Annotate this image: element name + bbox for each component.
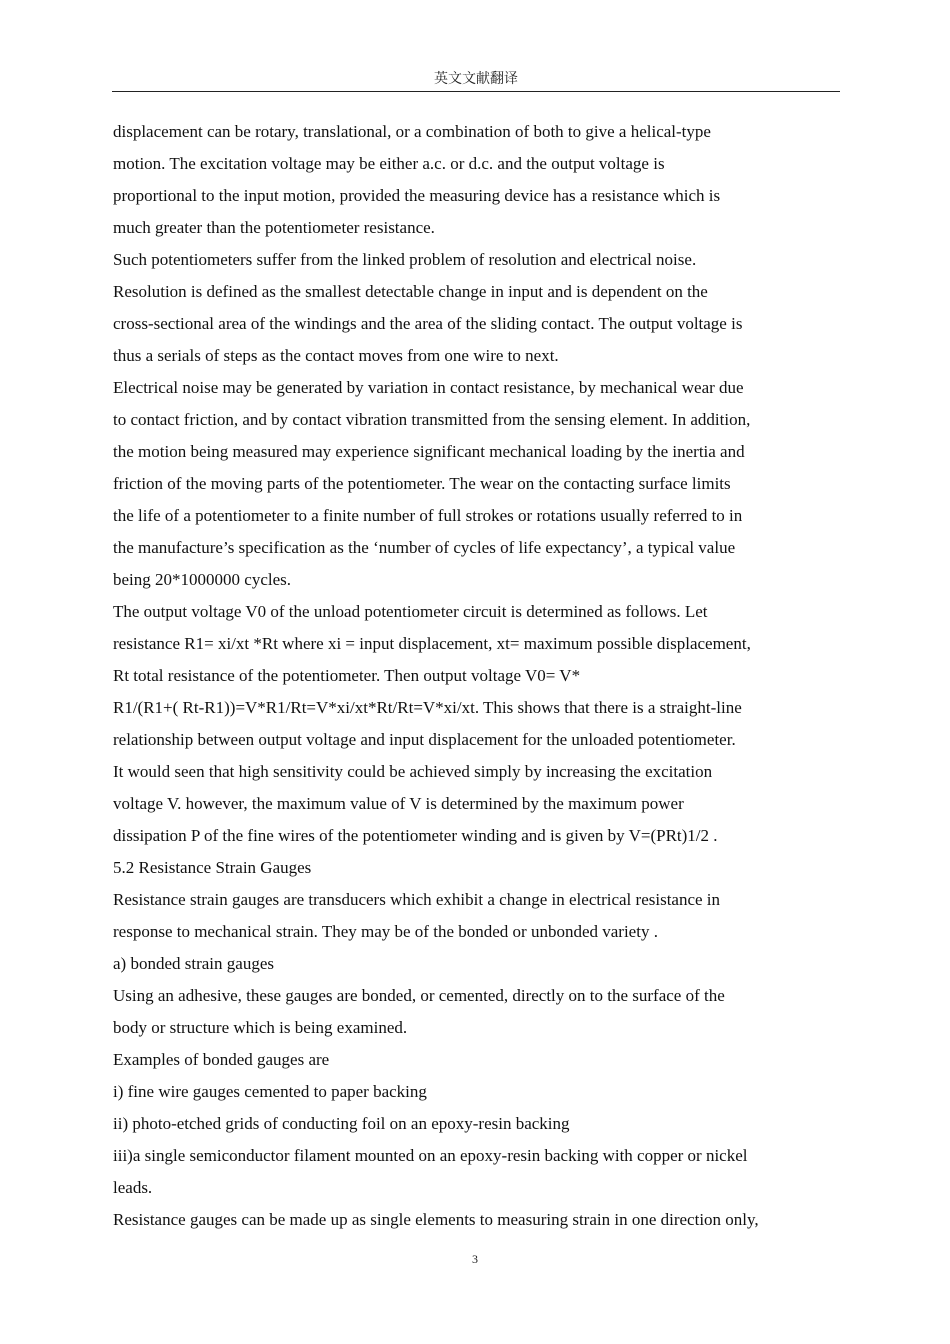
- text-line: Resistance gauges can be made up as single elements to measuring strain in one direction only,: [113, 1210, 759, 1229]
- text-line: Rt total resistance of the potentiometer. Then output voltage V0= V*: [113, 666, 581, 685]
- text-line: Resistance strain gauges are transducers which exhibit a change in electrical resistance in: [113, 890, 721, 909]
- list-item: iii)a single semiconductor filament mounted on an epoxy-resin backing with copper or nickel: [113, 1146, 748, 1165]
- text-line: Examples of bonded gauges are: [113, 1050, 330, 1069]
- header-rule: [112, 91, 840, 92]
- text-line: much greater than the potentiometer resistance.: [113, 218, 435, 237]
- text-line: cross-sectional area of the windings and the area of the sliding contact. The output voltage is: [113, 314, 743, 333]
- text-line: being 20*1000000 cycles.: [113, 570, 291, 589]
- text-line: The output voltage V0 of the unload potentiometer circuit is determined as follows. Let: [113, 602, 708, 621]
- subsection-heading: a) bonded strain gauges: [113, 954, 274, 973]
- text-line: proportional to the input motion, provided the measuring device has a resistance which is: [113, 186, 721, 205]
- text-line: Using an adhesive, these gauges are bonded, or cemented, directly on to the surface of the: [113, 986, 725, 1005]
- text-line: It would seen that high sensitivity could be achieved simply by increasing the excitation: [113, 762, 713, 781]
- text-line: relationship between output voltage and input displacement for the unloaded potentiometer.: [113, 730, 736, 749]
- text-line: dissipation P of the fine wires of the potentiometer winding and is given by V=(PRt)1/2 .: [113, 826, 718, 845]
- text-line: Electrical noise may be generated by variation in contact resistance, by mechanical wear due: [113, 378, 744, 397]
- text-line: the manufacture’s specification as the ‘number of cycles of life expectancy’, a typical value: [113, 538, 736, 557]
- text-line: thus a serials of steps as the contact moves from one wire to next.: [113, 346, 559, 365]
- text-line: response to mechanical strain. They may be of the bonded or unbonded variety .: [113, 922, 658, 941]
- text-line: voltage V. however, the maximum value of V is determined by the maximum power: [113, 794, 684, 813]
- text-line: the motion being measured may experience significant mechanical loading by the inertia and: [113, 442, 745, 461]
- text-line: R1/(R1+( Rt-R1))=V*R1/Rt=V*xi/xt*Rt/Rt=V*xi/xt. This shows that there is a straight-line: [113, 698, 742, 717]
- text-line: leads.: [113, 1178, 153, 1197]
- section-heading: 5.2 Resistance Strain Gauges: [113, 858, 312, 877]
- text-line: body or structure which is being examined.: [113, 1018, 408, 1037]
- text-line: Such potentiometers suffer from the linked problem of resolution and electrical noise.: [113, 250, 697, 269]
- text-line: the life of a potentiometer to a finite number of full strokes or rotations usually referred to in: [113, 506, 743, 525]
- text-line: friction of the moving parts of the potentiometer. The wear on the contacting surface limits: [113, 474, 731, 493]
- list-item: i) fine wire gauges cemented to paper backing: [113, 1082, 427, 1101]
- text-line: displacement can be rotary, translational, or a combination of both to give a helical-type: [113, 122, 711, 141]
- text-line: Resolution is defined as the smallest detectable change in input and is dependent on the: [113, 282, 708, 301]
- text-line: resistance R1= xi/xt *Rt where xi = input displacement, xt= maximum possible displacement,: [113, 634, 751, 653]
- list-item: ii) photo-etched grids of conducting foil on an epoxy-resin backing: [113, 1114, 570, 1133]
- page-header-title: 英文文献翻译: [434, 71, 518, 87]
- page-number: 3: [472, 1252, 478, 1266]
- body-text: [113, 116, 841, 1236]
- text-line: to contact friction, and by contact vibration transmitted from the sensing element. In addition,: [113, 410, 751, 429]
- text-line: motion. The excitation voltage may be either a.c. or d.c. and the output voltage is: [113, 154, 665, 173]
